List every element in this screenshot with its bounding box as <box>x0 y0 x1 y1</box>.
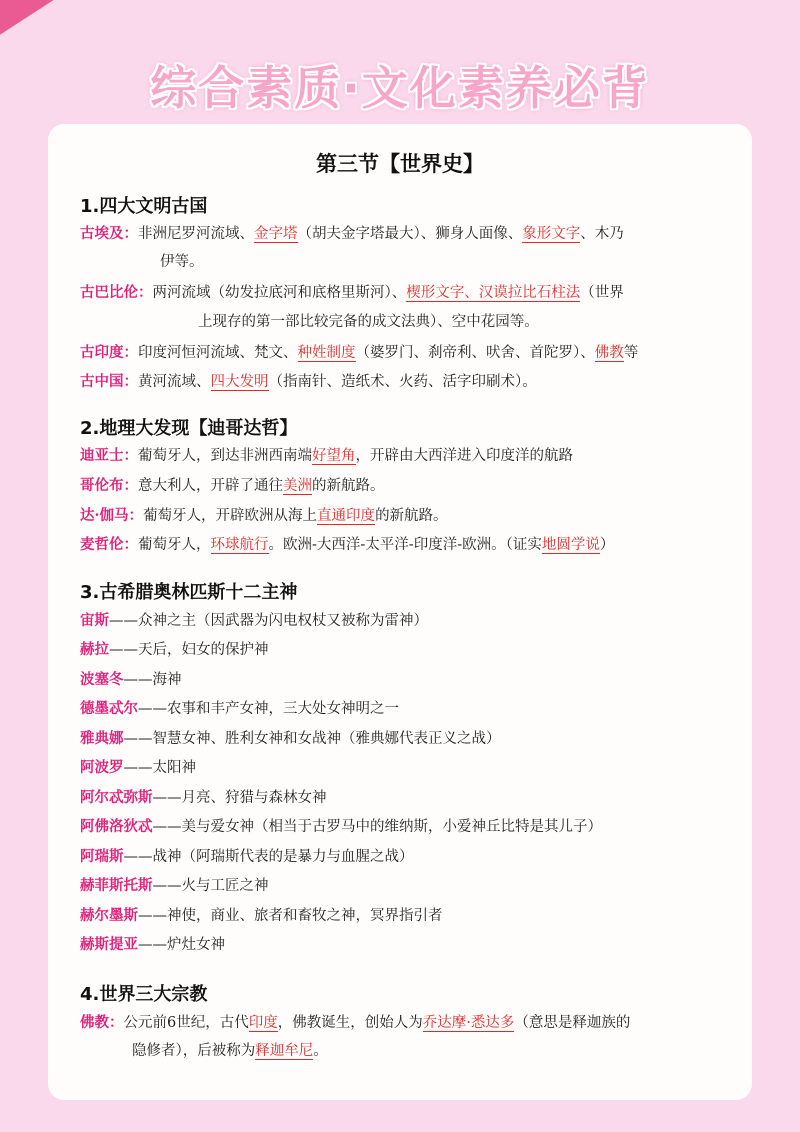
keyword: 佛教： <box>80 1014 124 1031</box>
god-desc: ——火与工匠之神 <box>152 878 269 894</box>
content-card <box>48 124 752 1100</box>
god-line <box>80 876 269 896</box>
keyword: 哥伦布： <box>80 477 138 494</box>
highlight: 象形文字 <box>522 226 581 242</box>
keyword: 古巴比伦： <box>80 284 153 301</box>
god-name: 阿波罗 <box>80 759 124 776</box>
text: 印度河恒河流域、梵文、 <box>138 345 298 361</box>
text: （指南针、造纸术、火药、活字印刷术）。 <box>268 374 537 390</box>
highlight: 佛教 <box>594 345 624 361</box>
line-columbus <box>80 476 385 496</box>
text: 、木乃 <box>580 226 624 242</box>
god-desc: ——太阳神 <box>123 760 196 776</box>
text: （世界 <box>580 285 624 301</box>
highlight: 种姓制度 <box>297 345 356 361</box>
god-line <box>80 699 399 719</box>
god-name: 雅典娜 <box>80 730 124 747</box>
keyword: 迪亚士： <box>80 447 138 464</box>
text: 隐修者），后被称为 <box>132 1043 256 1059</box>
line-egypt <box>80 224 624 244</box>
line-egypt-cont: 伊等。 <box>160 254 204 270</box>
highlight: 释迦牟尼 <box>255 1043 314 1059</box>
line-china <box>80 372 537 392</box>
god-desc: ——美与爱女神（相当于古罗马中的维纳斯，小爱神丘比特是其儿子） <box>152 819 602 835</box>
god-desc: ——炉灶女神 <box>138 937 225 953</box>
god-desc: ——月亮、狩猎与森林女神 <box>152 790 327 806</box>
line-magellan <box>80 535 614 555</box>
god-name: 赫菲斯托斯 <box>80 877 153 894</box>
line-dias <box>80 446 573 466</box>
text: 。 <box>313 1043 328 1059</box>
god-name: 阿尔忒弥斯 <box>80 789 153 806</box>
text: ） <box>599 537 615 553</box>
god-desc: ——智慧女神、胜利女神和女战神（雅典娜代表正义之战） <box>123 731 501 747</box>
line-buddhism <box>80 1013 630 1033</box>
god-desc: ——海神 <box>123 672 182 688</box>
god-desc: ——神使，商业、旅者和畜牧之神，冥界指引者 <box>138 908 443 924</box>
text: （意思是释迦族的 <box>514 1015 631 1031</box>
highlight: 印度 <box>248 1015 278 1031</box>
god-name: 宙斯 <box>80 612 109 629</box>
god-line <box>80 611 428 631</box>
line-babylon-cont: 上现存的第一部比较完备的成文法典）、空中花园等。 <box>198 314 539 330</box>
god-line <box>80 670 182 690</box>
text: 非洲尼罗河流域、 <box>138 226 254 242</box>
god-name: 赫拉 <box>80 641 109 658</box>
highlight: 楔形文字、汉谟拉比石柱法 <box>406 285 581 301</box>
god-line <box>80 847 414 867</box>
god-name: 赫尔墨斯 <box>80 907 138 924</box>
text: 两河流域（幼发拉底河和底格里斯河）、 <box>152 285 407 301</box>
text: 葡萄牙人， <box>138 537 211 553</box>
text: 公元前6世纪，古代 <box>123 1015 249 1031</box>
text: （胡夫金字塔最大）、狮身人面像、 <box>297 226 523 242</box>
god-name: 阿瑞斯 <box>80 848 124 865</box>
god-line <box>80 935 225 955</box>
text: 意大利人，开辟了通往 <box>138 478 283 494</box>
god-line <box>80 758 196 778</box>
heading-world-religions: 4.世界三大宗教 <box>80 984 208 1005</box>
god-line <box>80 640 269 660</box>
god-line <box>80 817 602 837</box>
keyword: 麦哲伦： <box>80 536 138 553</box>
god-name: 阿佛洛狄忒 <box>80 818 153 835</box>
highlight: 四大发明 <box>210 374 269 390</box>
line-buddhism-cont <box>132 1041 328 1061</box>
highlight: 地圆学说 <box>541 537 600 553</box>
text: 的新航路。 <box>312 478 385 494</box>
text: 葡萄牙人，开辟欧洲从海上 <box>143 508 318 524</box>
god-desc: ——众神之主（因武器为闪电权杖又被称为雷神） <box>109 613 428 629</box>
highlight: 好望角 <box>312 448 356 464</box>
highlight: 乔达摩·悉达多 <box>422 1015 515 1031</box>
line-gama <box>80 506 448 526</box>
heading-greek-gods: 3.古希腊奥林匹斯十二主神 <box>80 582 298 603</box>
highlight: 金字塔 <box>254 226 298 242</box>
page-banner: 综合素质·文化素养必背 <box>150 61 650 115</box>
heading-geographic-discovery: 2.地理大发现【迪哥达哲】 <box>80 418 298 439</box>
keyword: 古印度： <box>80 344 138 361</box>
god-name: 波塞冬 <box>80 671 124 688</box>
keyword: 古埃及： <box>80 225 138 242</box>
text: 的新航路。 <box>375 508 448 524</box>
line-babylon <box>80 283 624 303</box>
god-desc: ——天后，妇女的保护神 <box>109 642 269 658</box>
keyword: 古中国： <box>80 373 138 390</box>
heading-ancient-civilizations: 1.四大文明古国 <box>80 196 208 217</box>
god-name: 赫斯提亚 <box>80 936 138 953</box>
section-title: 第三节【世界史】 <box>316 152 484 176</box>
text: 黄河流域、 <box>138 374 211 390</box>
highlight: 环球航行 <box>210 537 269 553</box>
highlight: 美洲 <box>283 478 312 494</box>
god-line <box>80 788 327 808</box>
god-line <box>80 729 501 749</box>
text: （婆罗门、刹帝利、吠舍、首陀罗）、 <box>355 345 595 361</box>
line-india <box>80 343 638 363</box>
text: 。欧洲-大西洋-太平洋-印度洋-欧洲。（证实 <box>268 537 542 553</box>
text: ，佛教诞生，创始人为 <box>277 1015 423 1031</box>
text: ，开辟由大西洋进入印度洋的航路 <box>355 448 573 464</box>
highlight: 直通印度 <box>317 508 376 524</box>
keyword: 达·伽马： <box>80 507 144 524</box>
text: 等 <box>623 345 639 361</box>
text: 葡萄牙人，到达非洲西南端 <box>138 448 312 464</box>
god-name: 德墨忒尔 <box>80 700 138 717</box>
god-desc: ——战神（阿瑞斯代表的是暴力与血腥之战） <box>123 849 414 865</box>
god-line <box>80 906 443 926</box>
god-desc: ——农事和丰产女神，三大处女神明之一 <box>138 701 399 717</box>
